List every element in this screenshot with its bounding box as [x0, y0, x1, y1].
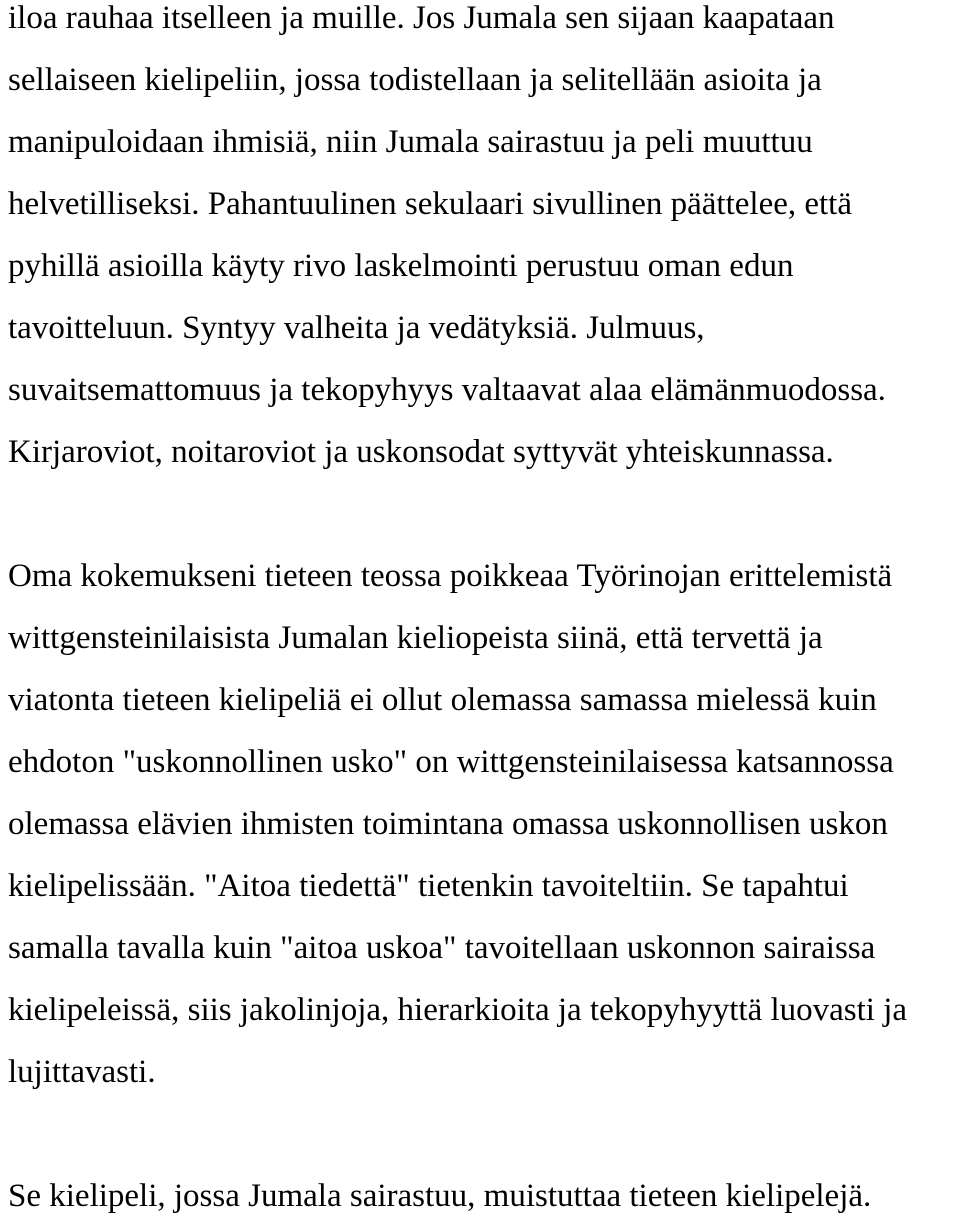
- text-line: olemassa elävien ihmisten toimintana omassa uskonnollisen uskon: [8, 806, 888, 842]
- text-line: kielipeleissä, siis jakolinjoja, hierarkioita ja tekopyhyyttä luovasti ja: [8, 992, 908, 1028]
- text-line: Se kielipeli, jossa Jumala sairastuu, muistuttaa tieteen kielipelejä.: [8, 1178, 872, 1214]
- text-line: ehdoton "uskonnollinen usko" on wittgensteinilaisessa katsannossa: [8, 744, 894, 780]
- text-line: samalla tavalla kuin "aitoa uskoa" tavoitellaan uskonnon sairaissa: [8, 930, 876, 966]
- text-line: iloa rauhaa itselleen ja muille. Jos Jumala sen sijaan kaapataan: [8, 0, 835, 36]
- text-line: manipuloidaan ihmisiä, niin Jumala sairastuu ja peli muuttuu: [8, 124, 813, 160]
- text-line: sellaiseen kielipeliin, jossa todistellaan ja selitellään asioita ja: [8, 62, 822, 98]
- text-line: tavoitteluun. Syntyy valheita ja vedätyksiä. Julmuus,: [8, 310, 705, 346]
- text-line: viatonta tieteen kielipeliä ei ollut olemassa samassa mielessä kuin: [8, 682, 877, 718]
- text-line: pyhillä asioilla käyty rivo laskelmointi perustuu oman edun: [8, 248, 794, 284]
- text-line: helvetilliseksi. Pahantuulinen sekulaari sivullinen päättelee, että: [8, 186, 852, 222]
- text-line: lujittavasti.: [8, 1054, 156, 1090]
- text-line: wittgensteinilaisista Jumalan kieliopeista siinä, että tervettä ja: [8, 620, 823, 656]
- text-line: Kirjaroviot, noitaroviot ja uskonsodat syttyvät yhteiskunnassa.: [8, 434, 834, 470]
- text-line: kielipelissään. "Aitoa tiedettä" tietenkin tavoiteltiin. Se tapahtui: [8, 868, 849, 904]
- text-line: Oma kokemukseni tieteen teossa poikkeaa Työrinojan erittelemistä: [8, 558, 893, 594]
- text-line: suvaitsemattomuus ja tekopyhyys valtaavat alaa elämänmuodossa.: [8, 372, 886, 408]
